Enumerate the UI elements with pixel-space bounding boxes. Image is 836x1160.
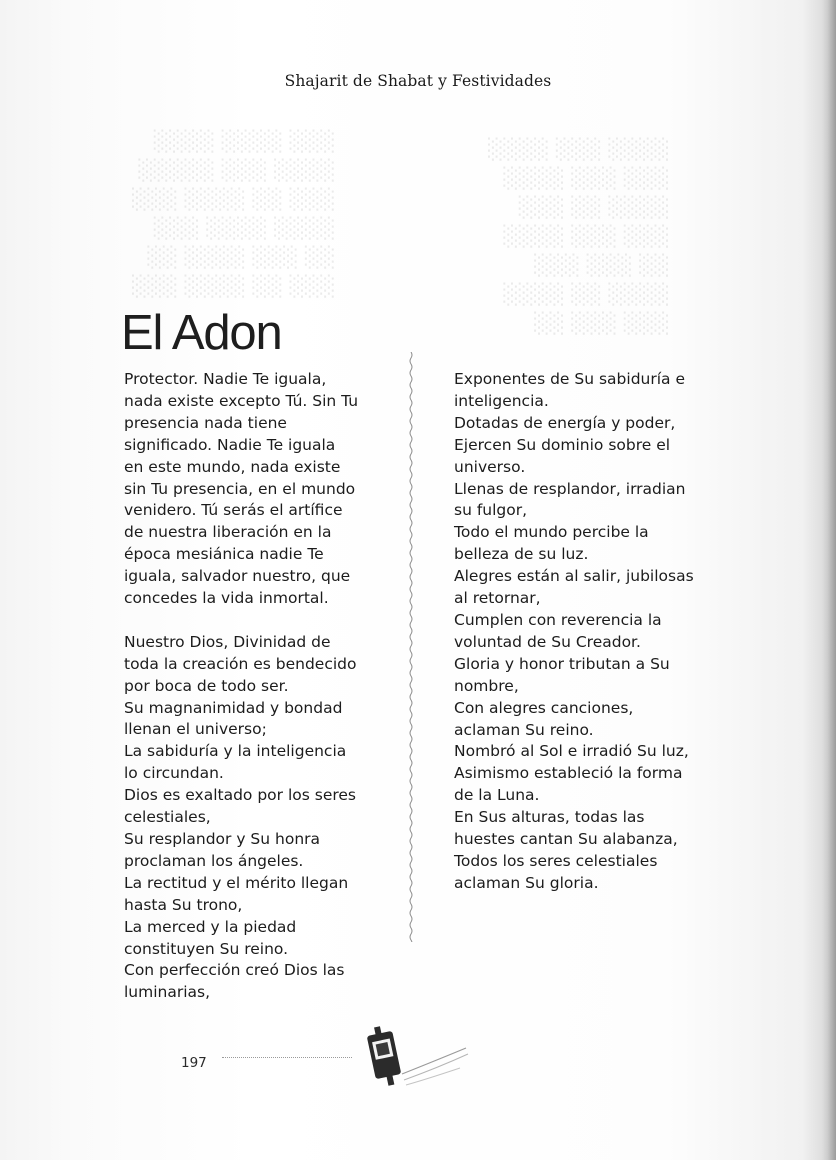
text-line: constituyen Su reino. — [124, 939, 289, 958]
running-header: Shajarit de Shabat y Festividades — [284, 72, 552, 90]
text-line: belleza de su luz. — [454, 545, 589, 564]
text-line: hasta Su trono, — [124, 895, 243, 914]
text-line: Con perfección creó Dios las — [124, 961, 345, 980]
text-line: Nuestro Dios, Divinidad de — [124, 632, 331, 651]
text-line: Llenas de resplandor, irradian — [454, 479, 686, 498]
text-line: época mesiánica nadie Te — [124, 545, 324, 564]
text-line: aclaman Su gloria. — [454, 873, 599, 892]
bleed-through-right: ░░░░ ░░░ ░░░░ ░░░ ░░░ ░░░░ ░░░░ ░░ ░░░ ░░░ ░░░ ░░░░ ░░ ░░░ ░░░ ░░░░ ░░ ░░░░ ░░░ ░░░ ░░ — [488, 137, 670, 335]
page-edge-shadow — [822, 0, 836, 1160]
text-line: La sabiduría y la inteligencia — [124, 742, 347, 761]
left-text-column — [124, 369, 386, 1004]
text-line: Dotadas de energía y poder, — [454, 413, 676, 432]
mezuzah-icon — [362, 1024, 472, 1094]
text-line: Cumplen con reverencia la — [454, 610, 662, 629]
right-text-column — [454, 369, 724, 895]
text-line: presencia nada tiene — [124, 413, 287, 432]
text-line: Su magnanimidad y bondad — [124, 698, 343, 717]
text-line: Todo el mundo percibe la — [454, 523, 649, 542]
text-line: al retornar, — [454, 589, 541, 608]
text-line: inteligencia. — [454, 391, 549, 410]
page-title: El Adon — [121, 305, 282, 360]
text-line: celestiales, — [124, 808, 211, 827]
text-line: iguala, salvador nuestro, que — [124, 567, 351, 586]
text-line: Gloria y honor tributan a Su — [454, 654, 670, 673]
text-line: Todos los seres celestiales — [454, 851, 658, 870]
text-line: llenan el universo; — [124, 720, 267, 739]
text-line: universo. — [454, 457, 526, 476]
bleed-through-left: ░░░ ░░░░ ░░░░ ░░░░ ░░░ ░░░░░ ░░░ ░░ ░░░░ ░░░ ░░░░ ░░░░ ░░░ ░░ ░░░ ░░░░ ░░ ░░░ ░░ ░░░░ ░░░ — [132, 129, 336, 298]
text-line: aclaman Su reino. — [454, 720, 594, 739]
text-line: Dios es exaltado por los seres — [124, 786, 357, 805]
footer-rule — [222, 1057, 352, 1058]
text-line: por boca de todo ser. — [124, 676, 289, 695]
text-line: sin Tu presencia, en el mundo — [124, 479, 356, 498]
text-line: de nuestra liberación en la — [124, 523, 332, 542]
text-line: Nombró al Sol e irradió Su luz, — [454, 742, 689, 761]
text-line: Ejercen Su dominio sobre el — [454, 435, 671, 454]
text-line: lo circundan. — [124, 764, 224, 783]
text-line: nombre, — [454, 676, 519, 695]
text-line: de la Luna. — [454, 786, 540, 805]
text-line: en este mundo, nada existe — [124, 457, 341, 476]
text-line: La rectitud y el mérito llegan — [124, 873, 349, 892]
text-line — [124, 610, 386, 632]
text-line: huestes cantan Su alabanza, — [454, 830, 678, 849]
page-number: 197 — [181, 1055, 207, 1071]
text-line: su fulgor, — [454, 501, 528, 520]
text-line: Protector. Nadie Te iguala, — [124, 370, 327, 388]
text-line: nada existe excepto Tú. Sin Tu — [124, 391, 359, 410]
text-line: Exponentes de Su sabiduría e — [454, 370, 686, 388]
text-line: Con alegres canciones, — [454, 698, 634, 717]
text-line: proclaman los ángeles. — [124, 851, 304, 870]
text-line: En Sus alturas, todas las — [454, 808, 645, 827]
text-line: significado. Nadie Te iguala — [124, 435, 336, 454]
text-line: Asimismo estableció la forma — [454, 764, 683, 783]
text-line: venidero. Tú serás el artífice — [124, 501, 343, 520]
text-line: voluntad de Su Creador. — [454, 632, 641, 651]
wavy-divider — [403, 352, 419, 942]
text-line: luminarias, — [124, 983, 211, 1002]
text-line: La merced y la piedad — [124, 917, 297, 936]
text-line: Su resplandor y Su honra — [124, 830, 321, 849]
text-line: toda la creación es bendecido — [124, 654, 357, 673]
text-line: concedes la vida inmortal. — [124, 589, 329, 608]
text-line: Alegres están al salir, jubilosas — [454, 567, 694, 586]
